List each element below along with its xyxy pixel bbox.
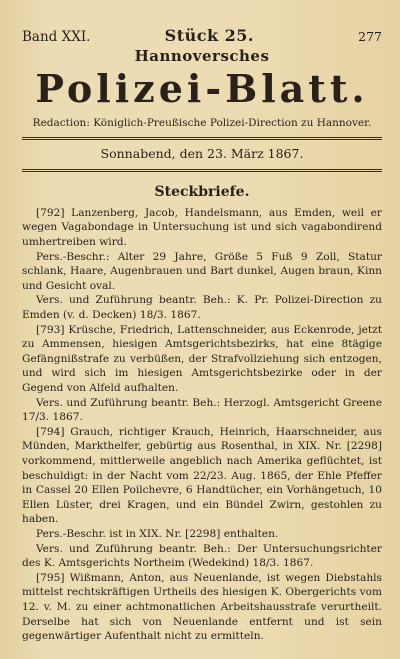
header-rule-top [22, 137, 382, 140]
article-body [22, 206, 382, 644]
issue-date: Sonnabend, den 23. März 1867. [100, 145, 304, 161]
paper-subtitle: Hannoversches [134, 47, 270, 65]
issue-label: Stück 25. [164, 26, 254, 45]
article-paragraph: [793] Krüsche, Friedrich, Lattenschneider, aus Eckenrode, jetzt zu Ammensen, hiesigen Amtsgerichtsbezirks, hat eine 8tägige Gefängnißstrafe zu verbüßen, der Strafvollziehung sich entzogen, und wird sich im hiesigen Amtsgerichtsbezirke oder in der Gegend von Alfeld aufhalten. [22, 323, 382, 395]
redaction-line: Redaction: Königlich-Preußische Polizei-Direction zu Hannover. [32, 116, 372, 129]
article-paragraph: Vers. und Zuführung beantr. Beh.: Herzogl. Amtsgericht Greene 17/3. 1867. [22, 396, 382, 424]
masthead-top-row [22, 26, 382, 45]
section-title: Steckbriefe. [154, 183, 250, 200]
article-paragraph: Pers.-Beschr.: Alter 29 Jahre, Größe 5 Fuß 9 Zoll, Statur schlank, Haare, Augenbrauen und Bart dunkel, Augen braun, Kinn und Gesicht oval. [22, 250, 382, 292]
article-paragraph: [795] Wißmann, Anton, aus Neuenlande, ist wegen Diebstahls mittelst rechtskräftigen Urtheils des hiesigen K. Obergerichts vom 12. v. M. zu einer achtmonatlichen Arbeitshausstrafe verurtheilt. Derselbe hat sich von Neuenlande entfernt und ist sein gegenwärtiger Aufenthalt nicht zu ermitteln. [22, 571, 382, 643]
article-paragraph: [792] Lanzenberg, Jacob, Handelsmann, aus Emden, weil er wegen Vagabondage in Untersuchung ist und sich vagabondirend umhertreiben wird. [22, 206, 382, 249]
volume-label: Band XXI. [22, 29, 91, 45]
header-rule-bottom [22, 169, 382, 172]
page-number: 277 [358, 29, 382, 44]
article-paragraph: [794] Grauch, richtiger Krauch, Heinrich, Haarschneider, aus Münden, Markthelfer, gebürtig aus Rosenthal, in XIX. Nr. [2298] vorkommend, mittlerweile angeblich nach Amerika geflüchtet, ist beschuldigt: in der Nacht vom 22/23. Aug. 1865, der Ehle Pfeffer in Cassel 20 Ellen Poilchevre, 6 Handtücher, ein Vorhängetuch, 10 Ellen Lüster, drei Kragen, und ein Bündel Zwirn, gestohlen zu haben. [22, 425, 382, 526]
article-paragraph: Pers.-Beschr. ist in XIX. Nr. [2298] enthalten. [36, 527, 279, 540]
article-paragraph: Vers. und Zuführung beantr. Beh.: Der Untersuchungsrichter des K. Amtsgerichts Northeim (Wedekind) 18/3. 1867. [22, 542, 382, 570]
paper-title: Polizei-Blatt. [35, 66, 369, 111]
article-paragraph: Vers. und Zuführung beantr. Beh.: K. Pr. Polizei-Direction zu Emden (v. d. Decken) 18/3. 1867. [22, 294, 382, 322]
